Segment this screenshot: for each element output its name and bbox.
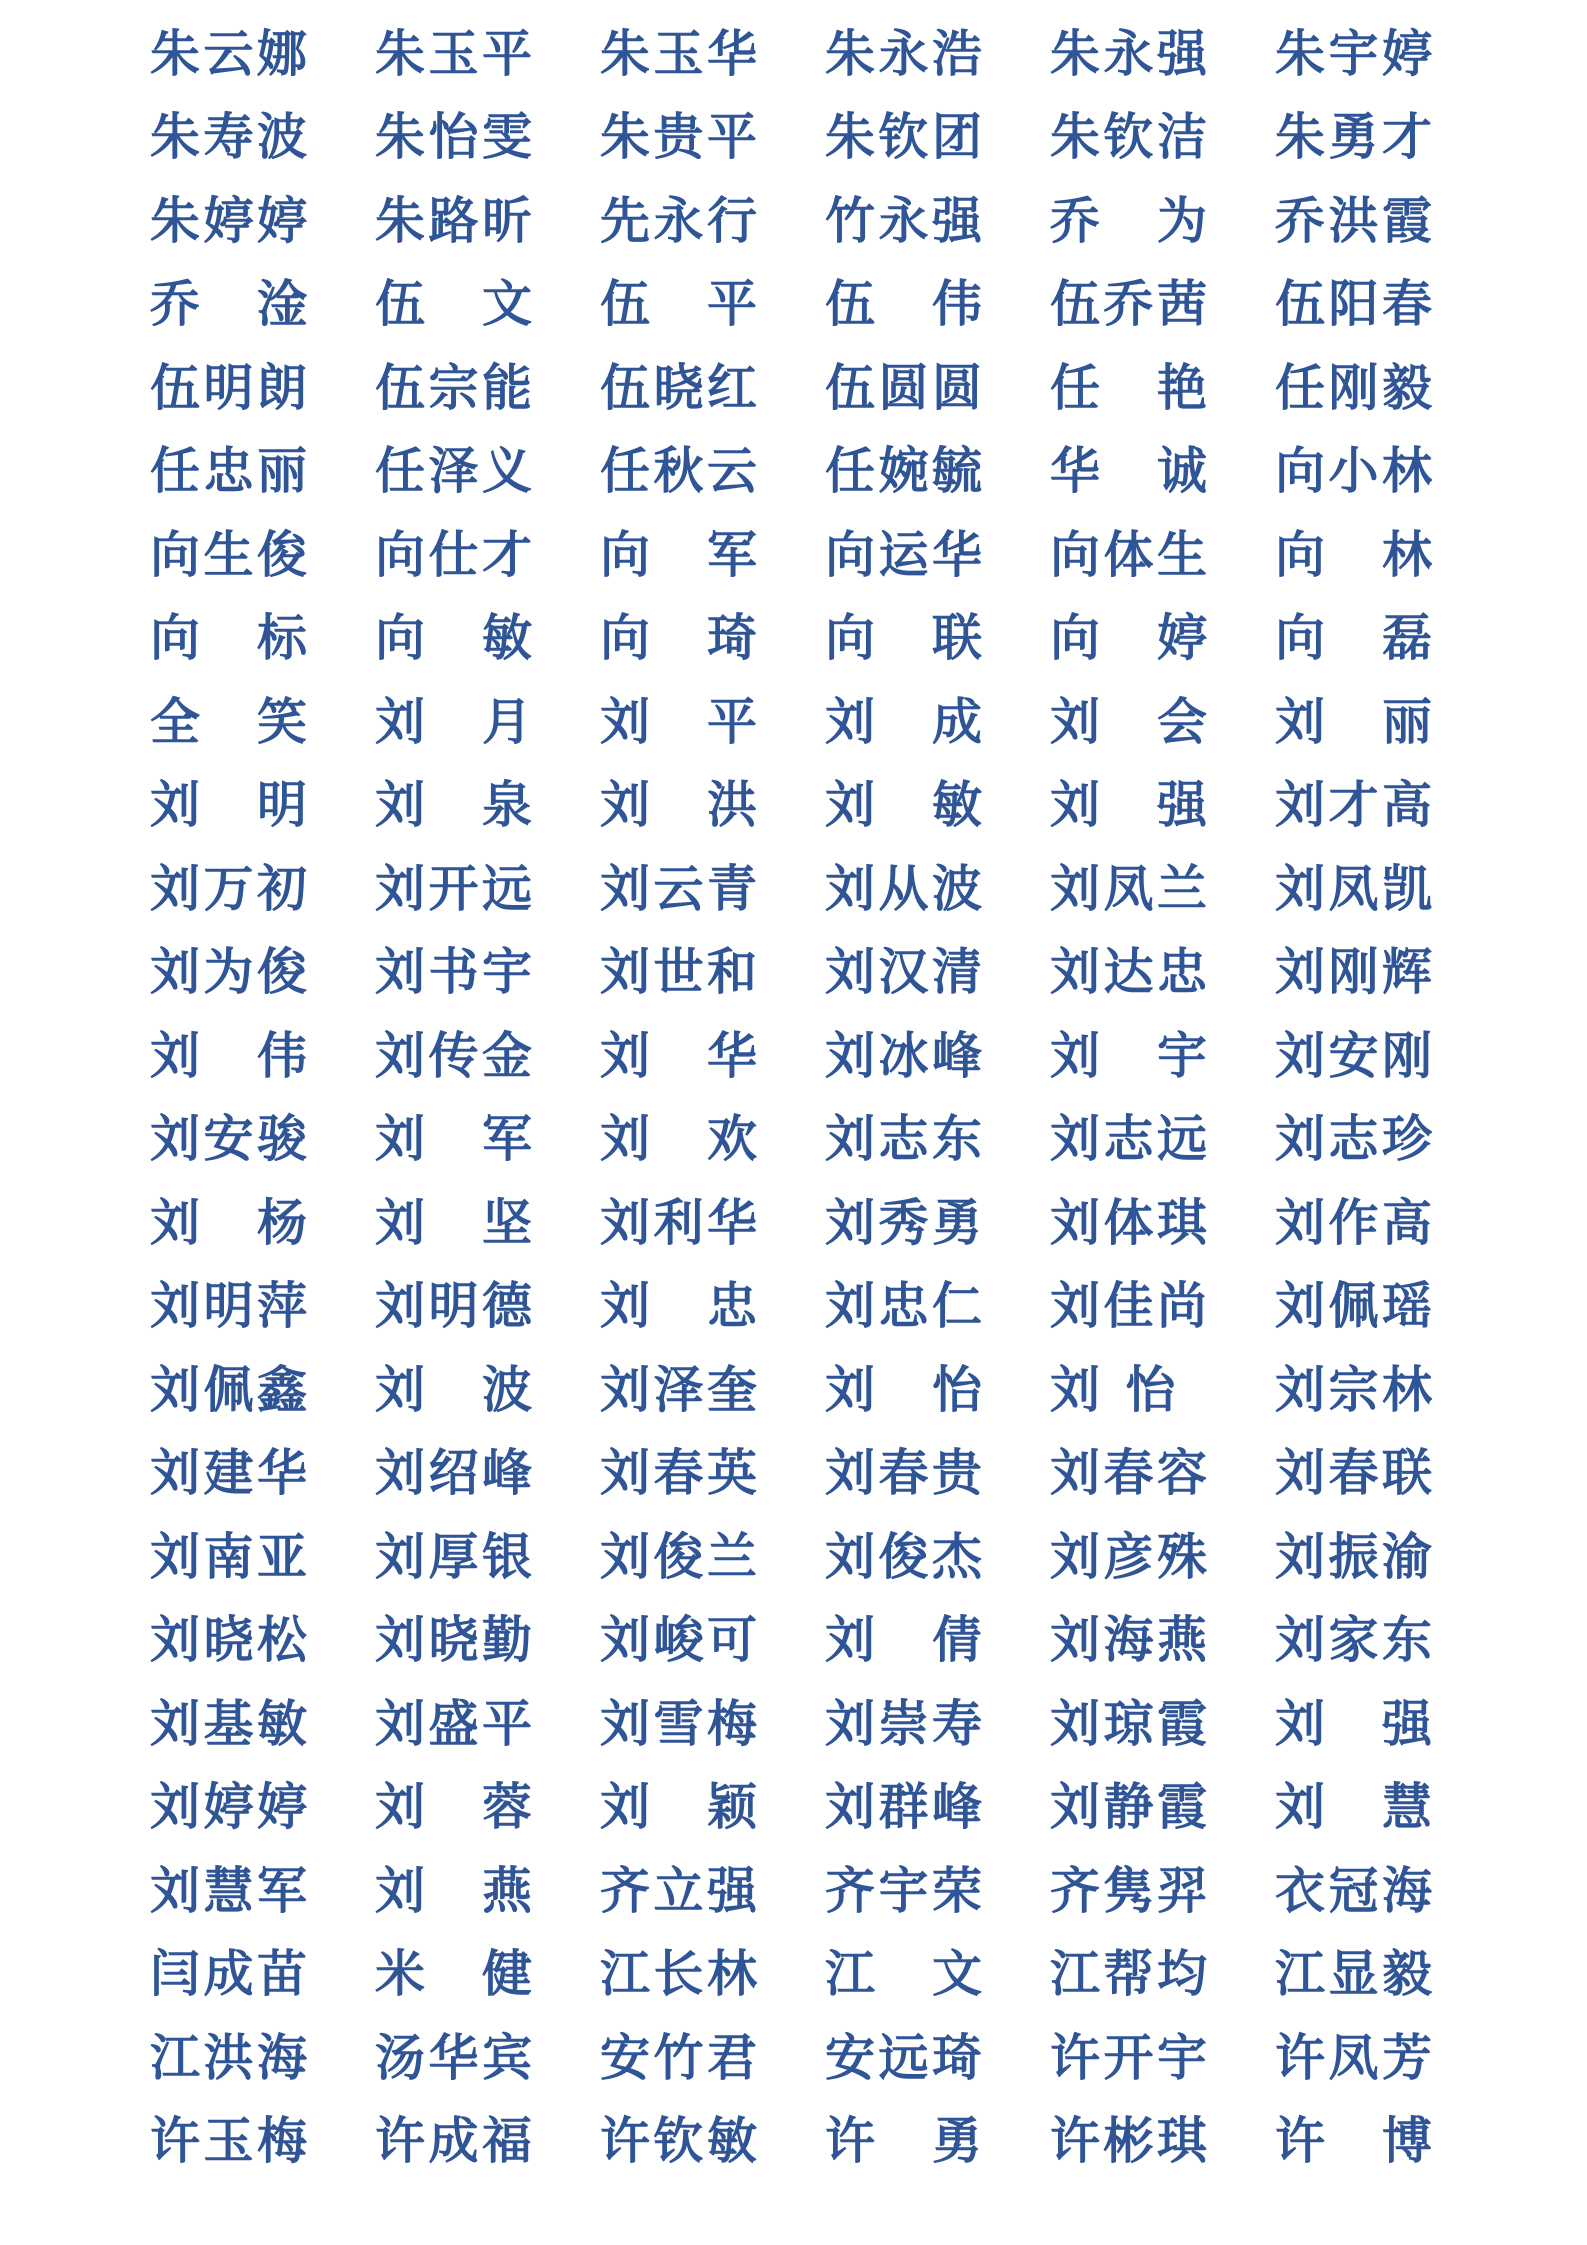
name-entry: 刘 达 忠 — [1050, 942, 1207, 1002]
name-entry: 刘 作 高 — [1275, 1192, 1432, 1252]
name-entry: 向 琦 — [600, 608, 757, 668]
name-entry: 朱 云 娜 — [150, 23, 307, 83]
name-entry: 刘 厚 银 — [375, 1526, 532, 1586]
name-entry: 刘 波 — [375, 1359, 532, 1419]
name-entry: 华 诚 — [1050, 441, 1207, 501]
name-entry: 伍 晓 红 — [600, 357, 757, 417]
name-entry: 刘 安 刚 — [1275, 1025, 1432, 1085]
name-row — [150, 1181, 1450, 1265]
name-entry: 朱 钦 洁 — [1050, 107, 1207, 167]
name-entry: 刘 强 — [1050, 775, 1207, 835]
name-entry: 向 仕 才 — [375, 524, 532, 584]
name-entry: 刘 群 峰 — [825, 1777, 982, 1837]
name-row — [150, 2016, 1450, 2100]
name-entry: 刘 明 萍 — [150, 1276, 307, 1336]
name-entry: 江 显 毅 — [1275, 1944, 1432, 2004]
name-entry: 刘 晓 松 — [150, 1610, 307, 1670]
name-row — [150, 1265, 1450, 1349]
name-entry: 刘 军 — [375, 1109, 532, 1169]
name-entry: 刘 春 贵 — [825, 1443, 982, 1503]
name-entry: 刘 凤 凯 — [1275, 858, 1432, 918]
name-entry: 齐 宇 荣 — [825, 1860, 982, 1920]
name-entry: 刘 绍 峰 — [375, 1443, 532, 1503]
name-entry: 刘 华 — [600, 1025, 757, 1085]
name-entry: 刘 志 东 — [825, 1109, 982, 1169]
name-list — [150, 12, 1450, 2183]
name-entry: 江 长 林 — [600, 1944, 757, 2004]
name-entry: 任 秋 云 — [600, 441, 757, 501]
name-entry: 刘 婷 婷 — [150, 1777, 307, 1837]
name-entry: 齐 立 强 — [600, 1860, 757, 1920]
name-row — [150, 680, 1450, 764]
name-entry: 刘 峻 可 — [600, 1610, 757, 1670]
name-entry: 刘 宗 林 — [1275, 1359, 1432, 1419]
name-entry: 向 运 华 — [825, 524, 982, 584]
name-entry: 刘 杨 — [150, 1192, 307, 1252]
name-row — [150, 1682, 1450, 1766]
name-row — [150, 1515, 1450, 1599]
name-entry: 刘 燕 — [375, 1860, 532, 1920]
name-entry: 刘 从 波 — [825, 858, 982, 918]
name-entry: 汤 华 宾 — [375, 2027, 532, 2087]
name-entry: 刘 俊 杰 — [825, 1526, 982, 1586]
name-entry: 朱 寿 波 — [150, 107, 307, 167]
name-row — [150, 2100, 1450, 2184]
name-row — [150, 1014, 1450, 1098]
name-entry: 许 成 福 — [375, 2111, 532, 2171]
name-entry: 刘 秀 勇 — [825, 1192, 982, 1252]
name-entry: 伍 伟 — [825, 274, 982, 334]
name-entry: 刘 万 初 — [150, 858, 307, 918]
name-entry: 许 玉 梅 — [150, 2111, 307, 2171]
name-entry: 刘 琼 霞 — [1050, 1693, 1207, 1753]
name-entry: 刘 云 青 — [600, 858, 757, 918]
name-entry: 刘 才 高 — [1275, 775, 1432, 835]
name-row — [150, 1348, 1450, 1432]
name-entry: 朱 玉 平 — [375, 23, 532, 83]
name-entry: 任 忠 丽 — [150, 441, 307, 501]
name-entry: 伍 圆 圆 — [825, 357, 982, 417]
name-row — [150, 847, 1450, 931]
name-entry: 刘 泉 — [375, 775, 532, 835]
name-row — [150, 1098, 1450, 1182]
name-entry: 任 婉 毓 — [825, 441, 982, 501]
name-row — [150, 96, 1450, 180]
name-entry: 刘 世 和 — [600, 942, 757, 1002]
name-entry: 向 婷 — [1050, 608, 1207, 668]
name-entry: 刘 平 — [600, 691, 757, 751]
name-entry: 刘 春 联 — [1275, 1443, 1432, 1503]
name-entry: 刘 志 珍 — [1275, 1109, 1432, 1169]
name-entry: 朱 路 昕 — [375, 190, 532, 250]
name-entry: 乔 洪 霞 — [1275, 190, 1432, 250]
name-entry: 刘 忠 — [600, 1276, 757, 1336]
name-entry: 刘 洪 — [600, 775, 757, 835]
name-entry: 先 永 行 — [600, 190, 757, 250]
name-entry: 刘 盛 平 — [375, 1693, 532, 1753]
name-entry: 江 洪 海 — [150, 2027, 307, 2087]
name-entry: 全 笑 — [150, 691, 307, 751]
name-entry: 伍 平 — [600, 274, 757, 334]
name-entry: 伍 乔 茜 — [1050, 274, 1207, 334]
name-entry: 向 林 — [1275, 524, 1432, 584]
name-row — [150, 1599, 1450, 1683]
name-entry: 朱 怡 雯 — [375, 107, 532, 167]
name-row — [150, 430, 1450, 514]
name-entry: 刘 慧 — [1275, 1777, 1432, 1837]
name-entry: 伍 文 — [375, 274, 532, 334]
name-row — [150, 1766, 1450, 1850]
name-row — [150, 346, 1450, 430]
name-row — [150, 1849, 1450, 1933]
name-entry: 刘 振 渝 — [1275, 1526, 1432, 1586]
name-row — [150, 931, 1450, 1015]
name-entry: 刘 利 华 — [600, 1192, 757, 1252]
name-entry: 朱 勇 才 — [1275, 107, 1432, 167]
name-entry: 任 泽 义 — [375, 441, 532, 501]
name-entry: 乔 为 — [1050, 190, 1207, 250]
name-entry: 刘 慧 军 — [150, 1860, 307, 1920]
name-entry: 刘 海 燕 — [1050, 1610, 1207, 1670]
name-entry: 许 勇 — [825, 2111, 982, 2171]
name-entry: 朱 贵 平 — [600, 107, 757, 167]
name-entry: 刘 汉 清 — [825, 942, 982, 1002]
name-entry: 伍 明 朗 — [150, 357, 307, 417]
name-entry: 刘 怡 — [1050, 1359, 1180, 1419]
name-entry: 刘 颖 — [600, 1777, 757, 1837]
name-row — [150, 764, 1450, 848]
name-entry: 刘 基 敏 — [150, 1693, 307, 1753]
name-entry: 刘 崇 寿 — [825, 1693, 982, 1753]
name-entry: 竹 永 强 — [825, 190, 982, 250]
name-entry: 刘 彦 殊 — [1050, 1526, 1207, 1586]
name-entry: 刘 明 德 — [375, 1276, 532, 1336]
name-entry: 刘 月 — [375, 691, 532, 751]
name-entry: 刘 俊 兰 — [600, 1526, 757, 1586]
name-entry: 许 彬 琪 — [1050, 2111, 1207, 2171]
name-row — [150, 1933, 1450, 2017]
name-entry: 刘 冰 峰 — [825, 1025, 982, 1085]
name-entry: 向 体 生 — [1050, 524, 1207, 584]
name-entry: 刘 雪 梅 — [600, 1693, 757, 1753]
name-row — [150, 263, 1450, 347]
name-entry: 朱 婷 婷 — [150, 190, 307, 250]
name-entry: 向 敏 — [375, 608, 532, 668]
name-entry: 刘 家 东 — [1275, 1610, 1432, 1670]
name-entry: 刘 志 远 — [1050, 1109, 1207, 1169]
name-entry: 刘 建 华 — [150, 1443, 307, 1503]
name-entry: 刘 泽 奎 — [600, 1359, 757, 1419]
name-entry: 刘 强 — [1275, 1693, 1432, 1753]
name-entry: 刘 书 宇 — [375, 942, 532, 1002]
name-entry: 米 健 — [375, 1944, 532, 2004]
name-entry: 朱 永 强 — [1050, 23, 1207, 83]
name-row — [150, 597, 1450, 681]
name-entry: 刘 明 — [150, 775, 307, 835]
name-row — [150, 513, 1450, 597]
name-entry: 刘 倩 — [825, 1610, 982, 1670]
name-entry: 伍 宗 能 — [375, 357, 532, 417]
name-entry: 刘 春 容 — [1050, 1443, 1207, 1503]
name-entry: 刘 南 亚 — [150, 1526, 307, 1586]
name-entry: 刘 宇 — [1050, 1025, 1207, 1085]
name-entry: 刘 会 — [1050, 691, 1207, 751]
name-entry: 安 竹 君 — [600, 2027, 757, 2087]
name-entry: 许 开 宇 — [1050, 2027, 1207, 2087]
name-entry: 江 文 — [825, 1944, 982, 2004]
name-row — [150, 1432, 1450, 1516]
name-entry: 刘 传 金 — [375, 1025, 532, 1085]
name-entry: 刘 坚 — [375, 1192, 532, 1252]
name-entry: 向 生 俊 — [150, 524, 307, 584]
name-entry: 乔 淦 — [150, 274, 307, 334]
name-entry: 朱 玉 华 — [600, 23, 757, 83]
name-entry: 刘 为 俊 — [150, 942, 307, 1002]
name-entry: 刘 忠 仁 — [825, 1276, 982, 1336]
name-entry: 向 磊 — [1275, 608, 1432, 668]
name-entry: 刘 春 英 — [600, 1443, 757, 1503]
name-entry: 许 博 — [1275, 2111, 1432, 2171]
name-entry: 向 联 — [825, 608, 982, 668]
name-entry: 朱 钦 团 — [825, 107, 982, 167]
name-row — [150, 179, 1450, 263]
name-entry: 向 标 — [150, 608, 307, 668]
name-entry: 齐 隽 羿 — [1050, 1860, 1207, 1920]
name-row — [150, 12, 1450, 96]
name-entry: 刘 安 骏 — [150, 1109, 307, 1169]
name-entry: 刘 成 — [825, 691, 982, 751]
name-entry: 向 军 — [600, 524, 757, 584]
name-entry: 伍 阳 春 — [1275, 274, 1432, 334]
name-entry: 刘 伟 — [150, 1025, 307, 1085]
name-entry: 刘 丽 — [1275, 691, 1432, 751]
name-entry: 刘 开 远 — [375, 858, 532, 918]
name-entry: 衣 冠 海 — [1275, 1860, 1432, 1920]
name-entry: 许 钦 敏 — [600, 2111, 757, 2171]
name-entry: 刘 佩 鑫 — [150, 1359, 307, 1419]
name-entry: 刘 体 琪 — [1050, 1192, 1207, 1252]
name-entry: 刘 欢 — [600, 1109, 757, 1169]
name-entry: 任 艳 — [1050, 357, 1207, 417]
name-entry: 朱 宇 婷 — [1275, 23, 1432, 83]
name-entry: 向 小 林 — [1275, 441, 1432, 501]
name-entry: 刘 晓 勤 — [375, 1610, 532, 1670]
name-entry: 刘 蓉 — [375, 1777, 532, 1837]
name-entry: 江 帮 均 — [1050, 1944, 1207, 2004]
name-entry: 朱 永 浩 — [825, 23, 982, 83]
name-entry: 刘 敏 — [825, 775, 982, 835]
name-entry: 刘 怡 — [825, 1359, 982, 1419]
name-entry: 许 凤 芳 — [1275, 2027, 1432, 2087]
name-entry: 刘 佳 尚 — [1050, 1276, 1207, 1336]
name-entry: 闫 成 苗 — [150, 1944, 307, 2004]
name-entry: 刘 凤 兰 — [1050, 858, 1207, 918]
name-entry: 任 刚 毅 — [1275, 357, 1432, 417]
name-entry: 安 远 琦 — [825, 2027, 982, 2087]
name-entry: 刘 佩 瑶 — [1275, 1276, 1432, 1336]
name-entry: 刘 静 霞 — [1050, 1777, 1207, 1837]
name-entry: 刘 刚 辉 — [1275, 942, 1432, 1002]
